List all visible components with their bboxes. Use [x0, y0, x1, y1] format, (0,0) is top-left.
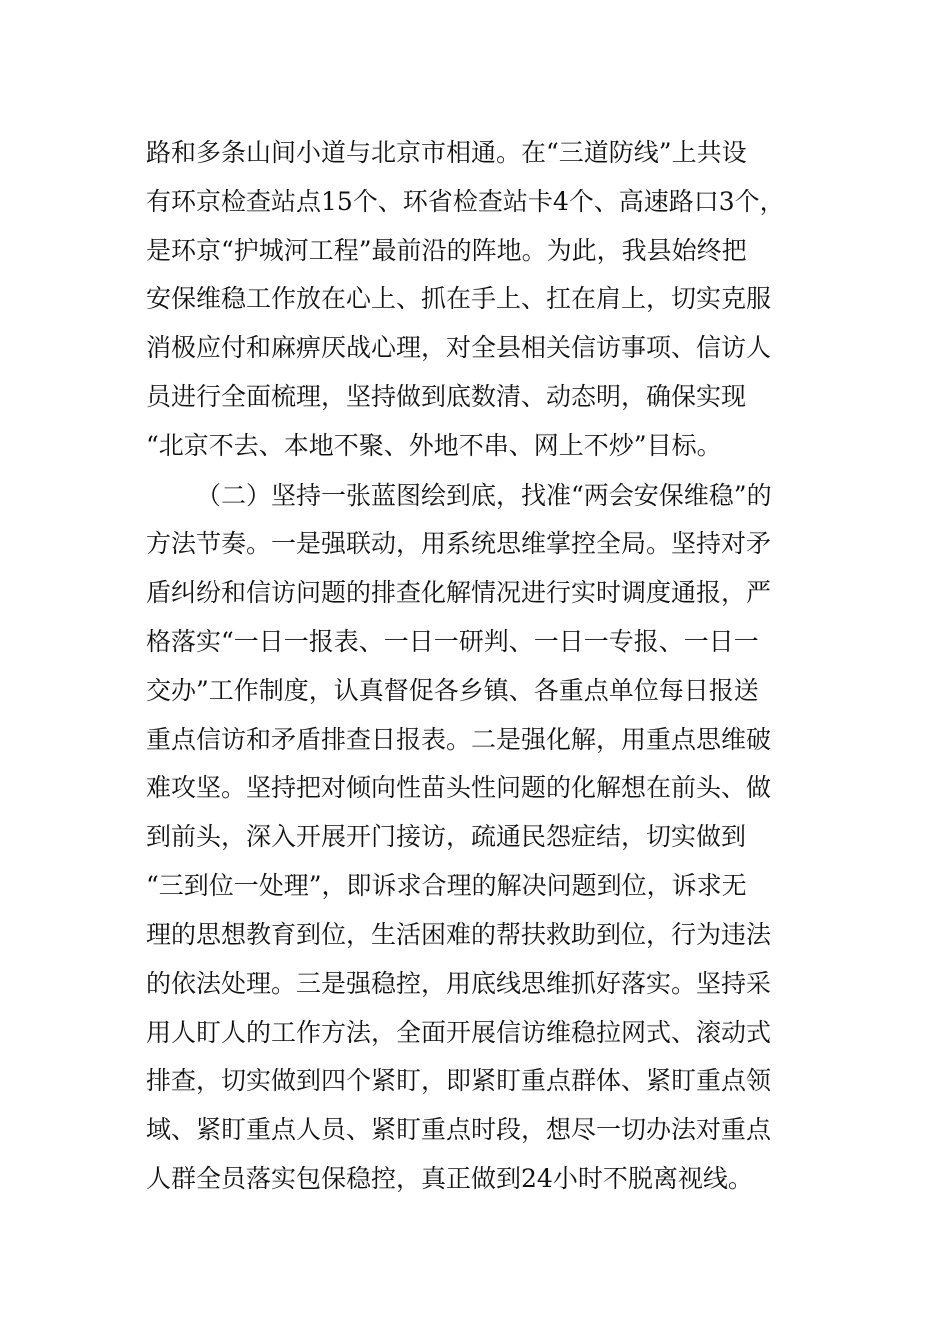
paragraph-line: 的依法处理。三是强稳控，用底线思维抓好落实。坚持采	[146, 969, 772, 998]
paragraph-line: 重点信访和矛盾排查日报表。二是强化解，用重点思维破	[146, 725, 772, 754]
paragraph-line: 安保维稳工作放在心上、抓在手上、扛在肩上，切实克服	[146, 284, 772, 313]
paragraph-line: 排查，切实做到四个紧盯，即紧盯重点群体、紧盯重点领	[146, 1066, 772, 1095]
paragraph-line: “三到位一处理”，即诉求合理的解决问题到位，诉求无	[146, 871, 747, 900]
paragraph-line: 理的思想教育到位，生活困难的帮扶救助到位，行为违法	[146, 920, 772, 949]
paragraph-line: “北京不去、本地不聚、外地不串、网上不炒”目标。	[146, 431, 722, 460]
paragraph-line: 到前头，深入开展开门接访，疏通民怨症结，切实做到	[146, 822, 747, 851]
paragraph-line: 消极应付和麻痹厌战心理，对全县相关信访事项、信访人	[146, 333, 772, 362]
paragraph-line: 格落实“一日一报表、一日一研判、一日一专报、一日一	[146, 627, 759, 656]
paragraph-line: 路和多条山间小道与北京市相通。在“三道防线”上共设	[146, 138, 747, 167]
paragraph-line: 是环京“护城河工程”最前沿的阵地。为此，我县始终把	[146, 236, 747, 265]
paragraph-line: 方法节奏。一是强联动，用系统思维掌控全局。坚持对矛	[146, 529, 772, 558]
paragraph-line: 员进行全面梳理，坚持做到底数清、动态明，确保实现	[146, 382, 747, 411]
paragraph-line: 用人盯人的工作方法，全面开展信访维稳拉网式、滚动式	[146, 1018, 772, 1047]
paragraph-line: 交办”工作制度，认真督促各乡镇、各重点单位每日报送	[146, 676, 759, 705]
section-heading-line: （二）坚持一张蓝图绘到底，找准“两会安保维稳”的	[196, 481, 772, 510]
paragraph-line: 难攻坚。坚持把对倾向性苗头性问题的化解想在前头、做	[146, 773, 772, 802]
paragraph-line: 人群全员落实包保稳控，真正做到24小时不脱离视线。	[146, 1164, 753, 1193]
paragraph-line: 域、紧盯重点人员、紧盯重点时段，想尽一切办法对重点	[146, 1115, 772, 1144]
paragraph-line: 有环京检查站点15个、环省检查站卡4个、高速路口3个，	[146, 187, 785, 216]
paragraph-line: 盾纠纷和信访问题的排查化解情况进行实时调度通报，严	[146, 578, 772, 607]
